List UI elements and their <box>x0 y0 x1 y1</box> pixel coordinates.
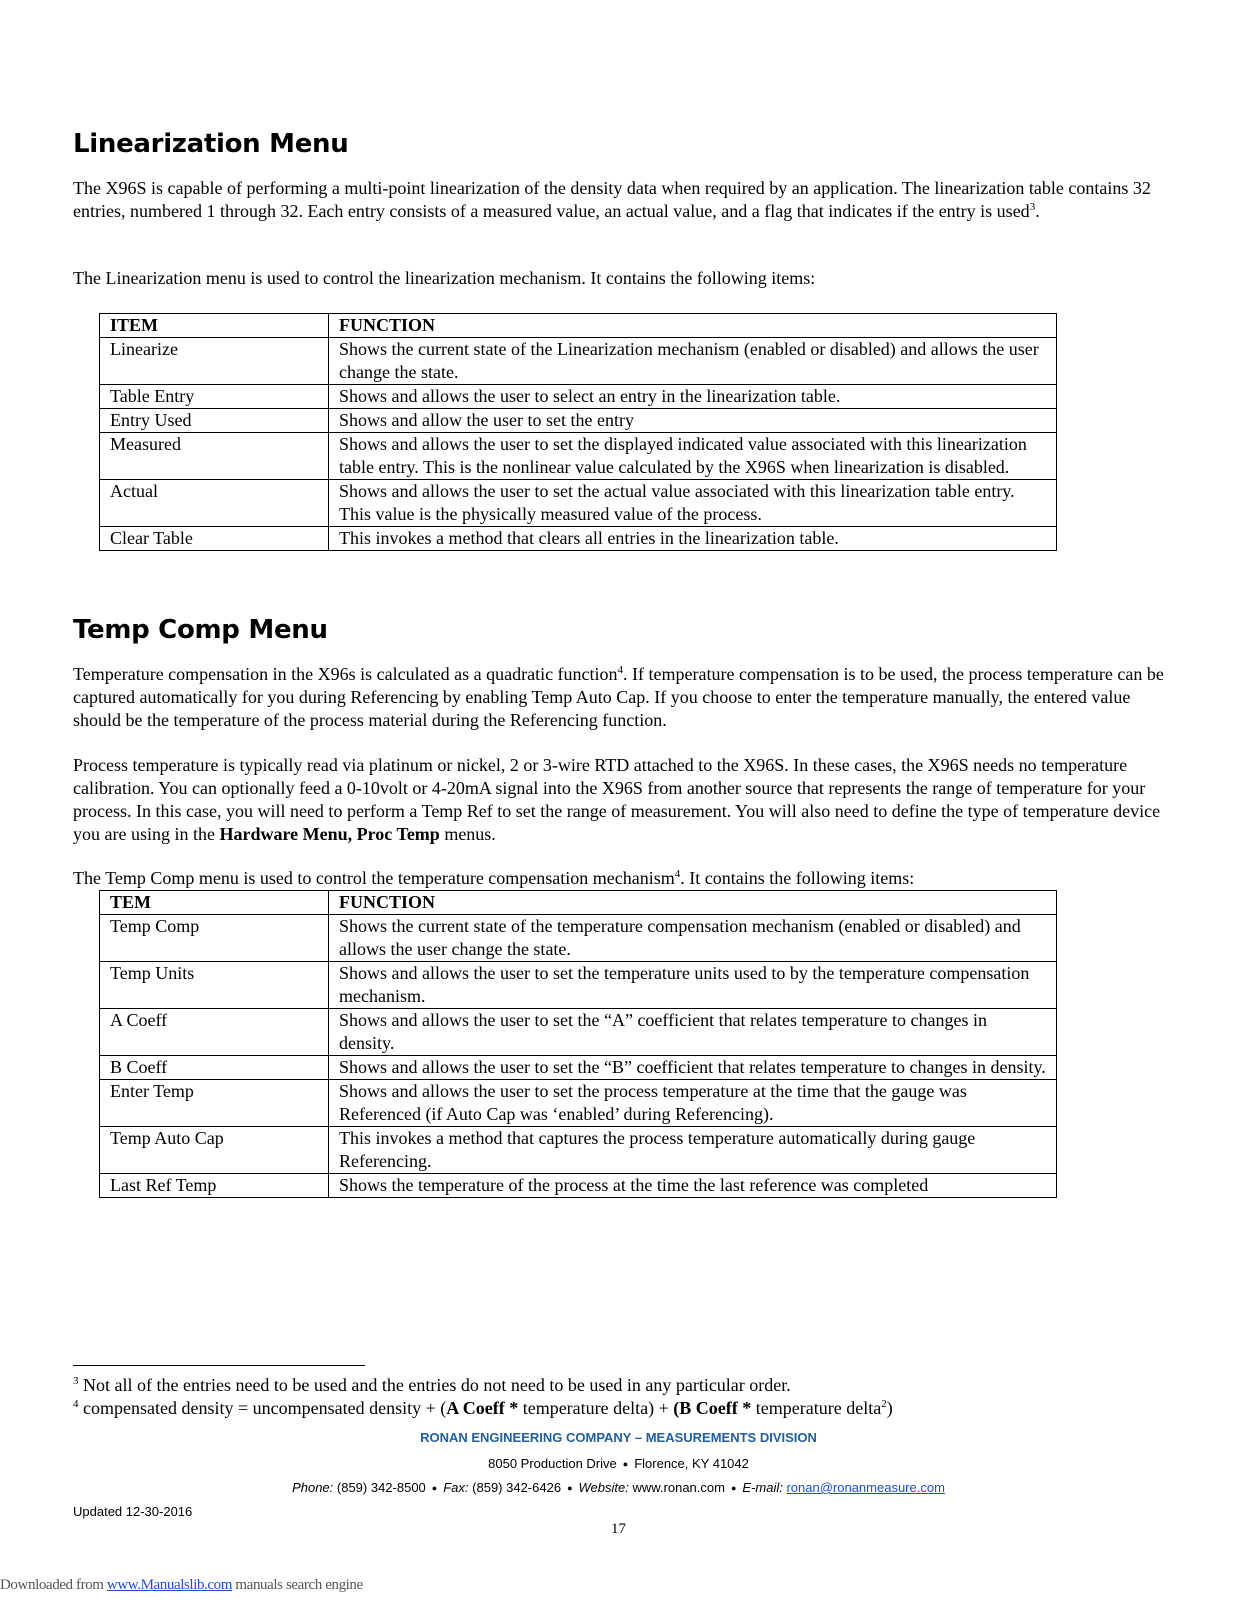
bullet-icon: ● <box>730 1483 737 1494</box>
item-cell: Linearize <box>100 338 329 385</box>
item-cell: Enter Temp <box>100 1080 329 1127</box>
table-row <box>100 1080 1057 1127</box>
item-cell: Clear Table <box>100 527 329 551</box>
function-cell: Shows and allows the user to set the actual value associated with this linearization table entry. This value is the physically measured value of the process. <box>329 480 1057 527</box>
temp-comp-intro: Temperature compensation in the X96s is calculated as a quadratic function$^4$. If temperature compensation is to be used, the process temperature can be captured automatically for you during Referencing by enabling Temp Auto Cap. If you choose to enter the temperature manually, the entered value should be the temperature of the process material during the Referencing function. <box>73 664 1164 730</box>
item-cell: B Coeff <box>100 1056 329 1080</box>
column-header-function: FUNCTION <box>329 891 1057 915</box>
page-number: 17 <box>611 1521 626 1537</box>
company-name: RONAN ENGINEERING COMPANY – MEASUREMENTS DIVISION <box>420 1430 817 1445</box>
table-row <box>100 1009 1057 1056</box>
item-cell: Temp Comp <box>100 915 329 962</box>
hardware-menu-ref: Hardware Menu, Proc Temp <box>219 824 440 844</box>
footnote-ref-4: 4 <box>617 664 624 676</box>
item-cell: Entry Used <box>100 409 329 433</box>
table-row <box>100 385 1057 409</box>
email-link[interactable]: ronan@ronanmeasure.com <box>786 1480 945 1495</box>
column-header-function: FUNCTION <box>329 314 1057 338</box>
function-cell: Shows and allows the user to set the “A” coefficient that relates temperature to changes in density. <box>329 1009 1057 1056</box>
footnote-divider <box>73 1365 365 1366</box>
function-cell: This invokes a method that clears all entries in the linearization table. <box>329 527 1057 551</box>
function-cell: Shows and allows the user to select an entry in the linearization table. <box>329 385 1057 409</box>
function-cell: Shows and allows the user to set the displayed indicated value associated with this linearization table entry. This is the nonlinear value calculated by the X96S when linearization is disabled. <box>329 433 1057 480</box>
table-row <box>100 915 1057 962</box>
function-cell: Shows the current state of the Linearization mechanism (enabled or disabled) and allows the user change the state. <box>329 338 1057 385</box>
process-temp-paragraph: Process temperature is typically read via platinum or nickel, 2 or 3-wire RTD attached to the X96S. In these cases, the X96S needs no temperature calibration. You can optionally feed a 0-10volt or 4-20mA signal into the X96S from another source that represents the range of temperature for your process. In this case, you will need to perform a Temp Ref to set the range of measurement. You will also need to define the type of temperature device you are using in the Hardware Menu, Proc Temp menus. <box>73 755 1161 844</box>
function-cell: Shows the current state of the temperature compensation mechanism (enabled or disabled) and allows the user change the state. <box>329 915 1057 962</box>
table-row <box>100 527 1057 551</box>
linearization-heading: Linearization Menu <box>73 129 349 159</box>
column-header-item: ITEM <box>100 314 329 338</box>
column-header-item: TEM <box>100 891 329 915</box>
download-notice: Downloaded from www.Manualslib.com manuals search engine <box>0 1577 363 1593</box>
function-cell: Shows and allows the user to set the temperature units used to by the temperature compensation mechanism. <box>329 962 1057 1009</box>
company-address: 8050 Production Drive ● Florence, KY 41042 <box>488 1456 749 1471</box>
function-cell: Shows and allows the user to set the process temperature at the time that the gauge was Referenced (if Auto Cap was ‘enabled’ during Referencing). <box>329 1080 1057 1127</box>
linearization-menu-desc: The Linearization menu is used to control the linearization mechanism. It contains the following items: <box>73 268 816 288</box>
item-cell: Measured <box>100 433 329 480</box>
manualslib-link[interactable]: www.Manualslib.com <box>106 1577 233 1593</box>
updated-date: Updated 12-30-2016 <box>73 1504 193 1519</box>
function-cell: Shows the temperature of the process at the time the last reference was completed <box>329 1174 1057 1198</box>
table-row <box>100 338 1057 385</box>
item-cell: Last Ref Temp <box>100 1174 329 1198</box>
table-row <box>100 1056 1057 1080</box>
temp-comp-table <box>99 890 1057 1198</box>
temp-comp-heading: Temp Comp Menu <box>73 615 328 645</box>
footnote-4: $^4$ compensated density = uncompensated density + (A Coeff * temperature delta) + (B Coeff * temperature delta$^2$) <box>73 1398 893 1418</box>
function-cell: Shows and allow the user to set the entry <box>329 409 1057 433</box>
item-cell: Table Entry <box>100 385 329 409</box>
item-cell: Temp Auto Cap <box>100 1127 329 1174</box>
table-row <box>100 480 1057 527</box>
temp-comp-menu-desc: The Temp Comp menu is used to control the temperature compensation mechanism$^4$. It contains the following items: <box>73 868 915 888</box>
footnote-ref-3: 3 <box>1029 201 1036 213</box>
table-row <box>100 433 1057 480</box>
bullet-icon: ● <box>431 1483 438 1494</box>
table-row <box>100 1127 1057 1174</box>
linearization-table <box>99 313 1057 551</box>
footnote-3: $^3$ Not all of the entries need to be used and the entries do not need to be used in any particular order. <box>73 1375 791 1395</box>
table-row <box>100 1174 1057 1198</box>
table-row <box>100 409 1057 433</box>
item-cell: Actual <box>100 480 329 527</box>
bullet-icon: ● <box>567 1483 573 1494</box>
linearization-intro: The X96S is capable of performing a multi-point linearization of the density data when required by an application. The linearization table contains 32 entries, numbered 1 through 32. Each entry consists of a measured value, an actual value, and a flag that indicates if the entry is used$^3$. <box>73 178 1151 221</box>
item-cell: A Coeff <box>100 1009 329 1056</box>
table-header-row <box>100 891 1057 915</box>
function-cell: Shows and allows the user to set the “B” coefficient that relates temperature to changes in density. <box>329 1056 1057 1080</box>
contact-line: Phone: (859) 342-8500 ● Fax: (859) 342-6426 ● Website: www.ronan.com ● E-mail: ronan@ronanmeasure.com <box>292 1480 945 1495</box>
function-cell: This invokes a method that captures the process temperature automatically during gauge Referencing. <box>329 1127 1057 1174</box>
table-row <box>100 962 1057 1009</box>
bullet-icon: ● <box>622 1459 629 1470</box>
item-cell: Temp Units <box>100 962 329 1009</box>
footnote-ref-4: 4 <box>674 868 681 880</box>
website-text: www.ronan.com <box>632 1480 725 1495</box>
table-header-row <box>100 314 1057 338</box>
